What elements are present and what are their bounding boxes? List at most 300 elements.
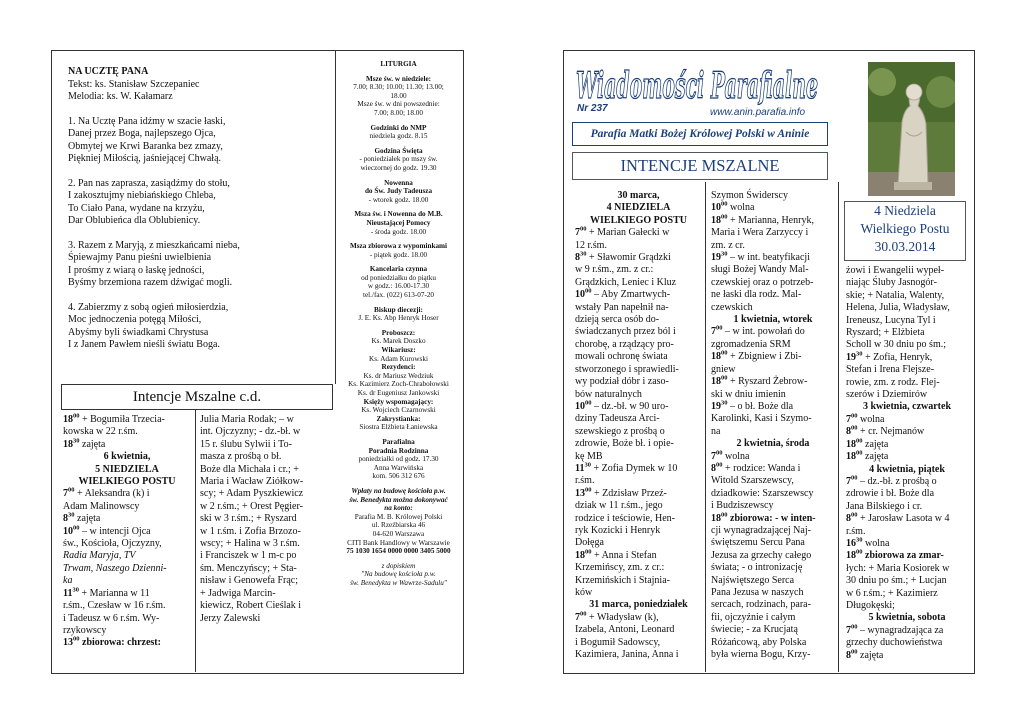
- hymn-line: Piękniej Miłością, jaśniejącej Chwałą.: [68, 153, 222, 164]
- intention-line: [575, 289, 702, 301]
- intention-text: + Sławomir Grądzki: [586, 252, 671, 264]
- mass-hour: 10: [711, 202, 721, 214]
- intention-text: zbiorowa: - w inten-: [727, 512, 816, 524]
- intention-text: świętszemu Sercu Pana: [711, 537, 805, 549]
- intention-line: [711, 326, 835, 338]
- liturgia-line: Ks. Wojciech Czarnowski: [361, 406, 436, 415]
- intention-text: zajęta: [857, 649, 884, 661]
- intention-text: Krzemińscy, zm. z cr.:: [575, 562, 665, 574]
- liturgia-line: Księży wspomagający:: [363, 397, 434, 406]
- intention-text: bów naturalnych: [575, 388, 642, 400]
- mass-minutes: 00: [585, 287, 592, 295]
- intention-line: [575, 587, 702, 599]
- intention-line: [63, 588, 191, 600]
- intention-text: dziak w 11 r.śm., jego: [575, 500, 663, 512]
- mass-hour: 18: [711, 351, 721, 363]
- intention-text: w 9 r.śm., zm. z cr.:: [575, 264, 654, 276]
- liturgia-line: tel./fax. (022) 613-07-20: [362, 291, 435, 300]
- intention-text: Ryszard; + Elżbieta: [846, 327, 925, 339]
- intention-text: Krzemińskich i Stajnia-: [575, 574, 670, 586]
- intention-line: [575, 264, 702, 276]
- mass-hour: 8: [63, 513, 68, 525]
- mass-minutes: 00: [73, 524, 80, 532]
- mass-minutes: 30: [73, 437, 80, 445]
- mass-minutes: 30: [856, 536, 863, 544]
- intention-text: + cr. Nejmanów: [857, 426, 925, 438]
- mass-minutes: 00: [856, 549, 863, 557]
- intention-text: Scholl w 30 dniu po śm.;: [846, 339, 947, 351]
- mass-hour: 18: [711, 376, 721, 388]
- mass-minutes: 00: [721, 213, 728, 221]
- liturgia-block: [340, 242, 457, 259]
- intention-text: – w int. powołań do: [722, 326, 805, 338]
- liturgia-line: w godz.: 16.00-17.30: [367, 282, 430, 291]
- intention-line: [711, 190, 835, 202]
- intention-text: zajęta: [74, 513, 101, 525]
- intention-text: – w int. beatyfikacji: [727, 252, 810, 264]
- liturgia-block: [340, 124, 457, 141]
- intention-text: zm. z cr.: [711, 239, 745, 251]
- intention-line: [846, 389, 968, 401]
- hymn-text-author: Tekst: ks. Stanisław Szczepaniec: [68, 78, 200, 90]
- mass-hour: 13: [575, 487, 585, 499]
- liturgia-line: Anna Warwińska: [373, 463, 424, 472]
- intention-text: + rodzice: Wanda i: [722, 462, 801, 474]
- intention-text: + Zdzisław Przeź-: [591, 487, 667, 499]
- liturgia-line: Proboszcz:: [381, 328, 416, 337]
- hymn-title: NA UCZTĘ PANA: [68, 66, 149, 77]
- liturgia-line: Poradnia Rodzinna: [368, 446, 429, 455]
- mass-minutes: 00: [68, 487, 75, 495]
- hymn: [68, 66, 330, 352]
- intention-line: [711, 550, 835, 562]
- intention-line: [846, 513, 968, 525]
- intention-line: Jerzy Zalewski: [200, 612, 261, 624]
- intention-text: dziadkowie: Szarszewscy: [711, 487, 814, 499]
- intention-line: [63, 550, 191, 562]
- int-divider-1: [705, 182, 706, 672]
- intention-line: [711, 587, 835, 599]
- intention-line: [846, 377, 968, 389]
- intention-text: ka: [63, 575, 73, 587]
- sunday-label: 4 Niedziela: [874, 203, 936, 218]
- intention-line: [846, 327, 968, 339]
- intention-line: [575, 550, 702, 562]
- sunday-date: 30.03.2014: [874, 239, 936, 254]
- mass-hour: 11: [63, 587, 73, 599]
- intention-text: r.śm.: [575, 475, 595, 487]
- intention-line: [711, 215, 835, 227]
- intention-line: ski w 3 r.śm.; + Ryszard: [200, 513, 297, 525]
- hymn-line: Abyśmy byli świadkami Chrystusa: [68, 326, 209, 338]
- intention-line: [711, 537, 835, 549]
- liturgia-line: Biskup diecezji:: [374, 305, 423, 314]
- intention-text: zajęta: [862, 451, 889, 463]
- intention-day-heading: 4 kwietnia, piątek: [869, 463, 945, 475]
- mass-minutes: 30: [721, 250, 728, 258]
- intention-line: [846, 439, 968, 451]
- intention-line: [63, 426, 191, 438]
- intention-line: śm. Menczyńscy; + Sta-: [200, 562, 297, 574]
- intention-line: [575, 252, 702, 264]
- intention-text: i Bogumił Sadowscy,: [575, 636, 661, 648]
- hymn-line: Danej przez Boga, najlepszego Ojca,: [68, 128, 216, 139]
- intention-text: sługi Bożej Wandy Mal-: [711, 264, 809, 276]
- mass-minutes: 00: [851, 648, 858, 656]
- intention-text: Stefan i Irena Flejsze-: [846, 364, 935, 376]
- liturgia-line: - wtorek godz. 18.00: [368, 195, 429, 204]
- parish-name: Parafia Matki Bożej Królowej Polski w Aninie: [572, 122, 828, 146]
- intention-text: łych: + Maria Kosiorek w: [846, 562, 950, 574]
- intention-day-heading: 31 marca, poniedziałek: [589, 599, 688, 611]
- intention-line: [63, 501, 191, 513]
- intention-day-heading: 5 NIEDZIELA: [95, 463, 159, 475]
- intention-text: zbiorowa: chrzest:: [79, 637, 161, 649]
- liturgia-line: Nieustającej Pomocy: [366, 218, 431, 227]
- intention-text: + Marianna, Henryk,: [727, 214, 814, 226]
- intention-line: [711, 525, 835, 537]
- hymn-line: I z Janem Pawłem nieśli światu Boga.: [68, 339, 220, 350]
- liturgia-line: "Na budowę kościoła p.w.: [361, 570, 436, 579]
- intention-text: sercach, rodzinach, para-: [711, 599, 811, 611]
- intention-line: [575, 612, 702, 624]
- mass-minutes: 00: [851, 474, 858, 482]
- mass-hour: 18: [711, 214, 721, 226]
- intention-text: na: [711, 425, 721, 437]
- intention-text: + Zbigniew i Zbi-: [727, 351, 802, 363]
- intention-line: [711, 488, 835, 500]
- liturgia-line: kom. 506 312 676: [372, 472, 425, 481]
- intention-line: [846, 625, 968, 637]
- intention-line: nisław i Genowefa Frąc;: [200, 575, 299, 587]
- intention-line: w 2 r.śm.; + Orest Pęgier-: [200, 500, 303, 512]
- liturgia-line: Parafialna: [382, 437, 415, 446]
- intention-line: [711, 339, 835, 351]
- liturgia-title: LITURGIA: [380, 60, 417, 68]
- hymn-melody-author: Melodia: ks. W. Kałamarz: [68, 91, 173, 102]
- mass-minutes: 00: [716, 449, 723, 457]
- intention-line: [575, 537, 702, 549]
- intention-text: zdrowie, Boże bł. i opie-: [575, 438, 674, 450]
- intention-text: św., Kościoła, Ojczyzny,: [63, 538, 162, 550]
- intention-text: wy podział dóbr i zaso-: [575, 376, 669, 388]
- intention-text: Dołęga: [575, 537, 604, 549]
- intention-line: [711, 599, 835, 611]
- intention-text: – dz.-bł. z prośbą o: [857, 475, 937, 487]
- mass-hour: 7: [63, 488, 68, 500]
- mass-hour: 18: [846, 438, 856, 450]
- intention-line: [575, 525, 702, 537]
- liturgia-line: Ks. Marek Doszko: [371, 337, 426, 346]
- intention-line: [575, 649, 702, 661]
- intention-text: + Marian Gałecki w: [586, 227, 670, 239]
- intention-line: [575, 637, 702, 649]
- intencje-column-3: [846, 265, 968, 662]
- intention-line: [63, 439, 191, 451]
- liturgia-line: do Św. Judy Tadeusza: [364, 187, 433, 196]
- intention-text: kę MB: [575, 450, 603, 462]
- intention-text: zdrowie i bł. Boże dla: [846, 488, 935, 500]
- intention-text: – Aby Zmartwych-: [591, 289, 671, 301]
- liturgia-line: Parafia M. B. Królowej Polski: [354, 512, 443, 521]
- intention-text: zajęta: [862, 438, 889, 450]
- mass-hour: 19: [711, 400, 721, 412]
- intention-text: i Budziszewscy: [711, 500, 774, 512]
- mass-minutes: 00: [716, 461, 723, 469]
- intention-text: grzechy duchowieństwa: [846, 637, 943, 649]
- intention-text: cji wynagradzającej Naj-: [711, 524, 811, 536]
- intention-line: [63, 613, 191, 625]
- mass-minutes: 00: [585, 486, 592, 494]
- intention-line: [575, 562, 702, 574]
- intention-day-heading: 4 NIEDZIELA: [606, 202, 671, 214]
- intention-line: [711, 562, 835, 574]
- intention-line: [63, 414, 191, 426]
- liturgia-line: poniedziałki od godz. 17.30: [358, 455, 439, 464]
- hymn-stanzas: [68, 116, 330, 352]
- liturgia-block: [340, 75, 457, 118]
- intencje-cd-title: Intencje Mszalne c.d.: [61, 384, 333, 410]
- mass-minutes: 30: [72, 586, 79, 594]
- intention-text: wolna: [722, 450, 750, 462]
- mass-hour: 7: [711, 326, 716, 338]
- intention-line: [711, 413, 835, 425]
- intention-text: Jezusa za grzechy całego: [711, 549, 812, 561]
- masthead-logo: [572, 56, 822, 112]
- liturgia-line: 7.00; 8.30; 10.00; 11.30; 13.00;: [353, 83, 444, 92]
- intention-text: niając Śluby Jasnogór-: [846, 277, 937, 289]
- intention-line: [63, 575, 191, 587]
- intention-text: + Zofia, Henryk,: [862, 351, 933, 363]
- intention-line: [575, 240, 702, 252]
- liturgia-line: z dopiskiem: [381, 561, 416, 570]
- intention-text: kowska w 22 r.śm.: [63, 426, 138, 438]
- liturgia-block: [340, 329, 457, 432]
- intention-text: dzieją serca osób do-: [575, 314, 660, 326]
- intencje-column-1: [575, 190, 702, 661]
- intention-line: [711, 351, 835, 363]
- intention-text: wolna: [862, 537, 890, 549]
- mass-hour: 8: [846, 426, 851, 438]
- mass-minutes: 00: [856, 437, 863, 445]
- mass-hour: 19: [711, 252, 721, 264]
- mass-hour: 8: [575, 252, 580, 264]
- intention-text: r.śm.: [846, 525, 866, 537]
- intention-line: [846, 451, 968, 463]
- mass-minutes: 00: [856, 449, 863, 457]
- mass-minutes: 00: [851, 412, 858, 420]
- mass-hour: 7: [846, 624, 851, 636]
- mass-minutes: 00: [585, 548, 592, 556]
- liturgia-line: Msze św. w dni powszednie:: [357, 100, 440, 109]
- liturgia-line: Siostra Elżbieta Łaniewska: [359, 423, 438, 432]
- intention-line: [63, 488, 191, 500]
- mass-minutes: 00: [721, 201, 728, 209]
- intention-line: [846, 637, 968, 649]
- intention-text: Długokęski;: [846, 599, 895, 611]
- intention-line: [846, 563, 968, 575]
- intention-text: Grądzkich, Leniec i Kluz: [575, 276, 677, 288]
- intention-line: i Franciszek w 1 m-c po: [200, 550, 297, 562]
- intention-line: [711, 277, 835, 289]
- intention-line: [575, 302, 702, 314]
- intention-line: [711, 575, 835, 587]
- intention-text: Adam Malinowscy: [63, 500, 140, 512]
- liturgia-line: Godzina Święta: [374, 146, 423, 155]
- liturgia-line: św. Benedykta w Wawrze-Sadulu": [350, 578, 447, 587]
- intencje-cd-column-1: [63, 414, 191, 650]
- hymn-line: 1. Na Ucztę Pana idźmy w szacie łaski,: [68, 115, 226, 127]
- intention-line: [711, 264, 835, 276]
- intention-text: chorobę, a rządzący pro-: [575, 338, 674, 350]
- intention-line: [575, 389, 702, 401]
- intention-text: żowi i Ewangelii wypeł-: [846, 265, 945, 276]
- liturgia-line: Msza zbiorowa z wypominkami: [349, 242, 448, 251]
- intention-line: [846, 315, 968, 327]
- intention-line: [846, 277, 968, 289]
- intention-line: int. Ojczyzny; - dz.-bł. w: [200, 426, 301, 438]
- hymn-line: 3. Razem z Maryją, z mieszkańcami nieba,: [68, 239, 240, 251]
- mass-hour: 7: [846, 475, 851, 487]
- mass-minutes: 00: [851, 424, 858, 432]
- intention-line: [846, 476, 968, 488]
- liturgia-block: [340, 265, 457, 299]
- intention-text: – w intencji Ojca: [79, 525, 151, 537]
- intention-line: [846, 650, 968, 662]
- intention-line: [846, 302, 968, 314]
- mass-minutes: 00: [73, 635, 80, 643]
- intention-line: [711, 401, 835, 413]
- intention-line: [63, 526, 191, 538]
- parish-website-link[interactable]: www.anin.parafia.info: [710, 107, 806, 118]
- intention-line: [846, 364, 968, 376]
- liturgia-line: Godzinki do NMP: [370, 123, 427, 132]
- intention-text: – o bł. Boże dla: [727, 400, 794, 412]
- liturgia-line: Wikariusz:: [381, 346, 416, 355]
- liturgia-line: Ks. Adam Kurowski: [369, 354, 428, 363]
- intention-line: [575, 488, 702, 500]
- statue-photo: [868, 62, 955, 196]
- intention-line: [846, 538, 968, 550]
- intention-text: + Bogumiła Trzecia-: [79, 414, 165, 425]
- intention-line: [711, 227, 835, 239]
- intention-line: [711, 612, 835, 624]
- hymn-line: Byśmy brzemiona razem dźwigać mogli.: [68, 277, 233, 288]
- liturgia-block: [340, 306, 457, 323]
- intention-text: Różańcową, aby Polska: [711, 636, 807, 648]
- mass-hour: 10: [575, 400, 585, 412]
- mass-minutes: 00: [716, 325, 723, 333]
- intention-line: [711, 475, 835, 487]
- intention-line: [575, 314, 702, 326]
- hymn-line: I zakosztujmy niebiańskiego Chleba,: [68, 190, 216, 201]
- mass-hour: 7: [846, 413, 851, 425]
- intention-line: [575, 438, 702, 450]
- intention-text: szerów i Dziemirów: [846, 389, 928, 401]
- intention-line: [846, 600, 968, 612]
- intention-day-heading: 30 marca,: [617, 190, 660, 201]
- mass-minutes: 00: [580, 225, 587, 233]
- liturgia-block: [340, 210, 457, 236]
- hymn-line: Obmytej we Krwi Baranka bez zmazy,: [68, 140, 223, 152]
- hymn-line: I prośmy z wiarą o łaskę jedności,: [68, 264, 205, 276]
- intention-line: [846, 414, 968, 426]
- mass-hour: 18: [711, 512, 721, 524]
- mass-minutes: 00: [721, 511, 728, 519]
- intention-line: [575, 624, 702, 636]
- intention-text: + Władysław (k),: [586, 611, 659, 623]
- mass-hour: 7: [575, 227, 580, 239]
- intencje-cd-column-2: [200, 414, 328, 625]
- liturgia-line: św. Benedykta można dokonywać: [349, 495, 448, 504]
- intention-line: [711, 513, 835, 525]
- intention-line: [711, 364, 835, 376]
- intention-text: czewskich: [711, 301, 753, 313]
- liturgia-line: 18.00: [390, 91, 407, 100]
- intention-text: w 6 r.śm.; + Kazimierz: [846, 587, 938, 599]
- intention-line: [711, 376, 835, 388]
- intention-text: + Anna i Stefan: [591, 549, 657, 561]
- intention-line: [63, 538, 191, 550]
- mass-hour: 18: [63, 438, 73, 450]
- intention-line: kiewicz, Robert Cieślak i: [200, 600, 302, 612]
- mass-hour: 8: [846, 649, 851, 661]
- mass-minutes: 30: [721, 399, 728, 407]
- hymn-line: To Ciało Pana, wydane na krzyżu,: [68, 202, 205, 214]
- intention-line: [846, 550, 968, 562]
- masthead-title: Wiadomości Parafialne: [576, 65, 818, 107]
- hymn-line: Śpiewajmy Panu pieśni uwielbienia: [68, 252, 212, 263]
- intention-line: + Jadwiga Marcin-: [200, 587, 276, 599]
- intention-line: [575, 413, 702, 425]
- hymn-line: Moc jednoczenia potęgą Miłości,: [68, 314, 202, 325]
- liturgia-line: 75 1030 1654 0000 0000 3405 5000: [346, 547, 451, 556]
- intencje-column-2: [711, 190, 835, 661]
- intention-text: + Ryszard Żebrow-: [727, 376, 808, 388]
- intention-line: [846, 575, 968, 587]
- intention-line: 15 r. ślubu Sylwii i To-: [200, 438, 292, 450]
- intention-line: [711, 500, 835, 512]
- liturgia-line: od poniedziałku do piątku: [361, 273, 436, 282]
- intention-line: [575, 426, 702, 438]
- mass-hour: 18: [846, 451, 856, 463]
- intention-line: [846, 588, 968, 600]
- intention-text: zajęta: [79, 438, 106, 450]
- hymn-line: Dar Oblubieńca dla Oblubienicy.: [68, 215, 201, 226]
- intention-text: 12 r.śm.: [575, 239, 607, 251]
- intention-line: [575, 401, 702, 413]
- intention-text: zgromadzenia SRM: [711, 338, 791, 350]
- liturgia-line: Kancelaria czynna: [369, 265, 428, 274]
- intention-line: w 1 r.śm. i Zofia Brzozo-: [200, 525, 301, 537]
- intention-line: [575, 277, 702, 289]
- mass-hour: 13: [63, 637, 73, 649]
- intention-line: [711, 624, 835, 636]
- mass-minutes: 00: [721, 374, 728, 382]
- liturgia-line: na konto:: [384, 504, 413, 513]
- mass-minutes: 00: [580, 610, 587, 618]
- intention-line: [846, 339, 968, 351]
- liturgia-line: CITI Bank Handlowy w Warszawie: [347, 538, 450, 547]
- intention-text: i Tadeusz w 6 r.śm. Wy-: [63, 612, 160, 624]
- intention-line: [711, 252, 835, 264]
- mass-minutes: 00: [585, 399, 592, 407]
- mass-minutes: 00: [851, 623, 858, 631]
- intention-text: Szymon Świderscy: [711, 190, 788, 201]
- intention-line: Maria i Wacław Ziółkow-: [200, 476, 304, 488]
- intention-text: Helena, Julia, Władysław,: [846, 302, 950, 314]
- intention-text: + Jarosław Lasota w 4: [857, 513, 950, 525]
